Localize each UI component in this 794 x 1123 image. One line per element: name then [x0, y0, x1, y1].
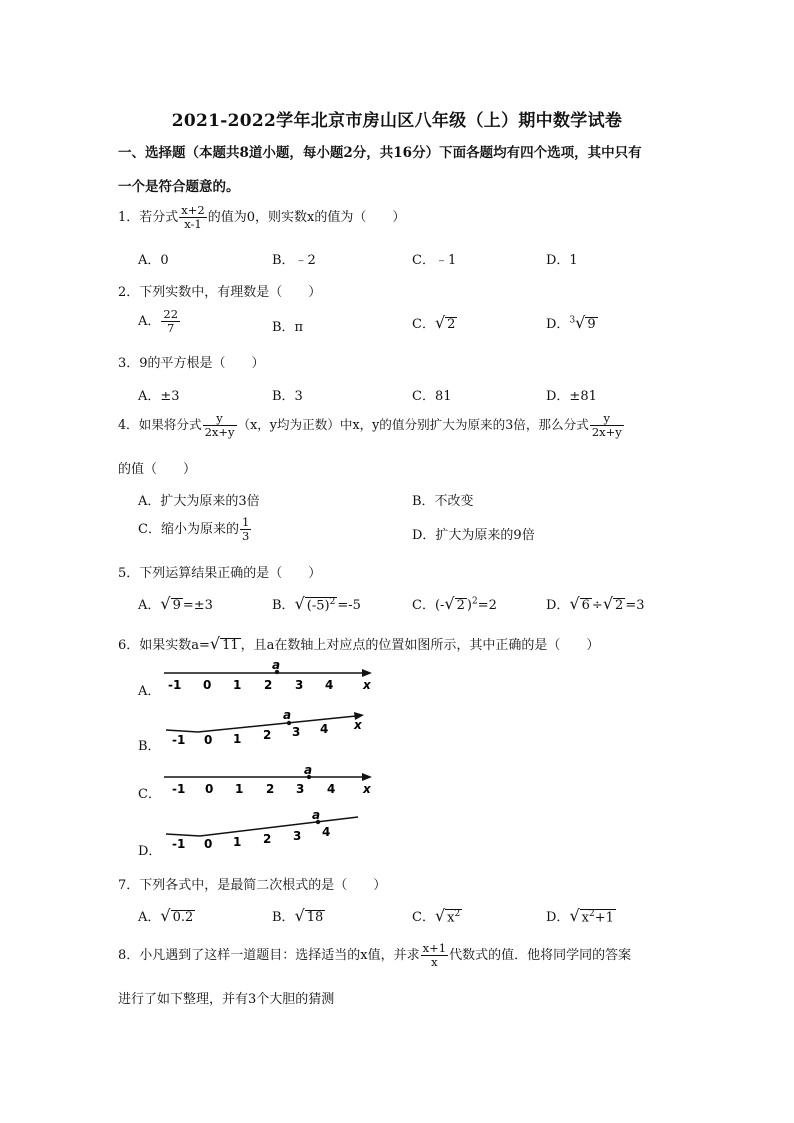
q4-option-d: D．扩大为原来的9倍	[412, 528, 535, 543]
svg-text:2: 2	[266, 782, 275, 796]
q3-option-d: D．±81	[546, 389, 597, 404]
q3-option-a: A．±3	[138, 389, 180, 404]
svg-text:0: 0	[203, 678, 212, 692]
svg-text:3: 3	[293, 829, 302, 843]
question-3-stem: 3．9的平方根是（ ）	[118, 356, 265, 371]
question-8-stem-line2: 进行了如下整理，并有3个大胆的猜测	[118, 992, 335, 1007]
q3-option-b: B．3	[272, 389, 303, 404]
q8-fraction: $\frac{x+1}{x}$	[422, 941, 447, 970]
question-6-stem: 6．如果实数a=√ 11 ，且a在数轴上对应点的位置如图所示，其中正确的是（ ）	[118, 634, 600, 653]
q1-option-a: A．0	[138, 253, 169, 268]
svg-text:1: 1	[233, 835, 242, 849]
svg-text:2: 2	[263, 832, 272, 846]
q1-option-d: D．1	[546, 253, 578, 268]
svg-text:1: 1	[235, 782, 244, 796]
q4-option-a: A．扩大为原来的3倍	[138, 494, 260, 509]
svg-text:-1: -1	[172, 733, 186, 747]
svg-text:3: 3	[292, 725, 301, 739]
q1-option-c: C．﹣1	[412, 253, 457, 268]
svg-text:0: 0	[205, 782, 214, 796]
q7-option-b: B．√ 18	[272, 906, 324, 925]
q2-a-fraction: $\frac{22}{7}$	[163, 307, 179, 336]
question-4-stem: 4．如果将分式 $\frac{y}{2x+y}$ （x，y均为正数）中x，y的值分别扩大为原来的3倍，那么分式 $\frac{y}{2x+y}$	[118, 411, 622, 440]
q2-option-d: D．$^3$√ 9	[546, 313, 596, 332]
svg-text:1: 1	[233, 678, 242, 692]
svg-text:3: 3	[296, 782, 305, 796]
q7-option-a: A．√ 0.2	[138, 906, 194, 925]
svg-text:1: 1	[233, 732, 242, 746]
q1-pre: 1．若分式	[118, 210, 179, 226]
q6-option-b-number-line	[160, 706, 380, 752]
svg-text:2: 2	[263, 728, 272, 742]
svg-text:-1: -1	[168, 678, 182, 692]
q7-option-c: C．√ $x^2$	[412, 906, 461, 925]
q6-a-point-label: a	[272, 658, 281, 672]
svg-text:x: x	[363, 782, 371, 796]
svg-text:-1: -1	[172, 782, 186, 796]
svg-text:x: x	[354, 718, 362, 732]
q6-option-d-number-line	[160, 808, 380, 856]
question-7-stem: 7．下列各式中，是最简二次根式的是（ ）	[118, 878, 387, 893]
page-title: 2021-2022学年北京市房山区八年级（上）期中数学试卷	[171, 111, 623, 131]
q3-option-c: C．81	[412, 389, 452, 404]
q7-option-d: D．√ $x^2+1$	[546, 906, 614, 925]
q5-option-a: A．√ 9 =±3	[138, 594, 213, 613]
q6-option-d-label: D．	[138, 844, 162, 859]
q4-fraction-2: $\frac{y}{2x+y}$	[591, 411, 622, 440]
svg-text:3: 3	[295, 678, 304, 692]
q1-numerator: x+2	[181, 203, 205, 217]
q6-option-a-label: A．	[138, 684, 161, 699]
q1-fraction	[179, 204, 206, 231]
svg-text:4: 4	[325, 678, 334, 692]
question-4-stem-line2: 的值（ ）	[118, 462, 197, 477]
q5-option-d: D．√ 6 ÷√ 2 =3	[546, 594, 645, 613]
question-2-stem: 2．下列实数中，有理数是（ ）	[118, 285, 322, 300]
q2-option-b: B．π	[272, 320, 304, 335]
svg-text:2: 2	[264, 678, 273, 692]
q1-post: 的值为0，则实数x的值为（ ）	[207, 210, 406, 226]
q5-b-radicand: $(-5)^2$	[306, 596, 336, 613]
question-5-stem: 5．下列运算结果正确的是（ ）	[118, 566, 322, 581]
svg-text:4: 4	[327, 782, 336, 796]
question-1-stem	[118, 204, 405, 231]
q4-option-b: B．不改变	[412, 494, 474, 509]
svg-text:0: 0	[204, 733, 213, 747]
section-heading-line2: 一个是符合题意的。	[118, 179, 240, 195]
section-heading	[118, 136, 688, 204]
q1-denominator: x-1	[184, 217, 202, 232]
q4-option-c: C．缩小为原来的 $\frac{1}{3}$	[138, 515, 250, 544]
svg-text:4: 4	[320, 722, 329, 736]
svg-text:-1: -1	[172, 837, 186, 851]
q2-option-a: A． $\frac{22}{7}$	[138, 307, 179, 336]
q6-option-b-label: B．	[138, 739, 161, 754]
q1-option-b: B．﹣2	[272, 253, 316, 268]
svg-text:4: 4	[322, 825, 331, 839]
section-heading-line1: 一、选择题（本题共8道小题，每小题2分，共16分）下面各题均有四个选项，其中只有	[118, 145, 642, 161]
q6-option-c-label: C．	[138, 787, 161, 802]
q5-option-b: B．√ $(-5)^2 =-5$	[272, 594, 361, 613]
svg-text:0: 0	[204, 837, 213, 851]
question-8-stem: 8．小凡遇到了这样一道题目：选择适当的x值，并求 $\frac{x+1}{x}$ 代数式的值．他将同学同的答案	[118, 941, 632, 970]
q4-fraction-1: $\frac{y}{2x+y}$	[204, 411, 235, 440]
q4-c-fraction: $\frac{1}{3}$	[241, 515, 250, 544]
svg-text:a: a	[283, 708, 292, 722]
q5-option-c: C．(-√ 2 )$^2$=2	[412, 594, 497, 613]
q6-option-a-number-line	[160, 655, 380, 695]
q2-option-c: C．√ 2	[412, 313, 456, 332]
svg-text:x: x	[363, 678, 371, 692]
svg-text:a: a	[312, 808, 321, 822]
svg-text:a: a	[304, 763, 313, 777]
q6-option-c-number-line	[160, 762, 380, 802]
